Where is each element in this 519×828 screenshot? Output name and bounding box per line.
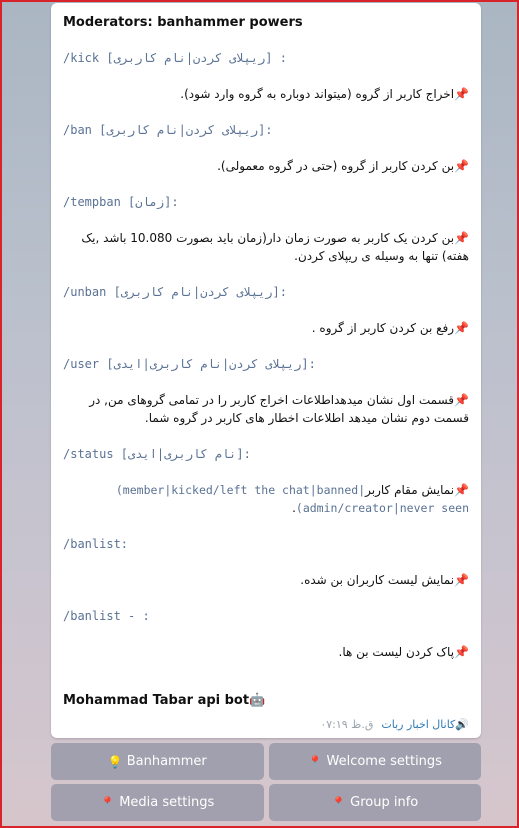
- command-ban: [63, 121, 469, 175]
- pushpin-icon: 📌: [454, 483, 469, 497]
- command-text[interactable]: /status [نام کاربری|ایدی]:: [63, 447, 251, 461]
- command-text[interactable]: /kick [ریپلای کردن|نام کاربری] :: [63, 51, 287, 65]
- round-pushpin-icon: 📍: [307, 754, 323, 769]
- command-description: 📌بن کردن یک کاربر به صورت زمان دار(زمان باید بصورت 10.080 باشد ,یک هفته) تنها به وسیله ی ریپلای کردن.: [81, 231, 469, 263]
- command-tempban: [63, 193, 469, 265]
- command-description: 📌بن کردن کاربر از گروه (حتی در گروه معمولی).: [217, 159, 469, 173]
- pushpin-icon: 📌: [454, 231, 469, 245]
- command-text[interactable]: /tempban [زمان]:: [63, 195, 179, 209]
- command-banlist-clear: [63, 607, 469, 661]
- message-author: Mohammad Tabar api bot🤖: [63, 693, 266, 708]
- command-banlist: [63, 535, 469, 589]
- message-bubble: [51, 3, 481, 738]
- pushpin-icon: 📌: [454, 645, 469, 659]
- keyboard-row-2: [51, 784, 481, 821]
- pushpin-icon: 📌: [454, 87, 469, 101]
- command-text[interactable]: /unban [ریپلای کردن|نام کاربری]:: [63, 285, 287, 299]
- command-description: 📌اخراج کاربر از گروه (میتواند دوباره به گروه وارد شود).: [180, 87, 469, 101]
- keyboard-row-1: [51, 743, 481, 780]
- robot-icon: 🤖: [249, 693, 266, 708]
- pushpin-icon: 📌: [454, 393, 469, 407]
- group-info-button[interactable]: 📍 Group info: [269, 784, 482, 821]
- speaker-icon: 🔊: [455, 717, 469, 731]
- media-settings-button[interactable]: 📍 Media settings: [51, 784, 264, 821]
- message-time: ق.ظ ۰۷:۱۹: [320, 717, 374, 731]
- status-values-2: (admin/creator|never seen: [295, 501, 469, 515]
- command-status: [63, 445, 469, 517]
- pushpin-icon: 📌: [454, 573, 469, 587]
- round-pushpin-icon: 📍: [331, 795, 347, 810]
- bulb-icon: 💡: [107, 754, 123, 769]
- command-text[interactable]: /ban [ریپلای کردن|نام کاربری]:: [63, 123, 273, 137]
- command-text[interactable]: /banlist:: [63, 537, 129, 551]
- command-description: 📌رفع بن کردن کاربر از گروه .: [311, 321, 469, 335]
- message-meta: [51, 714, 469, 734]
- command-user: [63, 355, 469, 427]
- command-description: 📌قسمت اول نشان میدهداطلاعات اخراج کاربر را در تمامی گروهای من, در قسمت دوم نشان میدهد اطلاعات اخطار های کاربر در گروه شما.: [89, 393, 469, 425]
- command-kick: [63, 49, 469, 103]
- command-text[interactable]: /user [ریپلای کردن|نام کاربری|ایدی]:: [63, 357, 316, 371]
- pushpin-icon: 📌: [454, 159, 469, 173]
- command-description: 📌پاک کردن لیست بن ها.: [338, 645, 469, 659]
- command-text[interactable]: /banlist - :: [63, 609, 150, 623]
- banhammer-button[interactable]: 💡 Banhammer: [51, 743, 264, 780]
- channel-link[interactable]: کانال اخبار ربات🔊: [381, 717, 469, 731]
- message-title: Moderators: banhammer powers: [63, 15, 303, 30]
- command-description: 📌نمایش لیست کاربران بن شده.: [300, 573, 469, 587]
- round-pushpin-icon: 📍: [100, 795, 116, 810]
- command-unban: [63, 283, 469, 337]
- welcome-settings-button[interactable]: 📍 Welcome settings: [269, 743, 482, 780]
- pushpin-icon: 📌: [454, 321, 469, 335]
- status-values: (member|kicked/left the chat|banned|: [115, 483, 366, 497]
- command-description: 📌نمایش مقام کاربر(member|kicked/left the chat|banned| (admin/creator|never seen.: [115, 483, 469, 515]
